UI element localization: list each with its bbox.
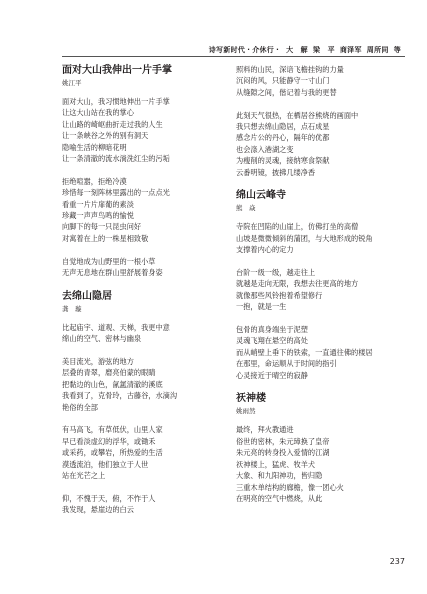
poem-line: 就越是走向无限，我想去往更高的地方: [236, 279, 359, 289]
poem-line: 珍藏一声声鸟鸣的愉悦: [62, 211, 134, 221]
poem-line: 从缝隙之间，偕记着与我的更替: [236, 87, 337, 97]
poem-line: 山坡是微微倾斜的蒲团，与大地形成的锐角: [236, 233, 373, 243]
poem-line: 层叠的青翠，磨亮伯蒙的眼睛: [62, 368, 156, 378]
poem-line: 隐喻生活的柳暗花明: [62, 142, 127, 152]
poem-line: 而从峭壁上垂下的铁索，一直通往佛的楼居: [236, 347, 373, 357]
poem-author: 姚雨然: [236, 407, 256, 416]
poem-line: 站在光芒之上: [62, 471, 106, 481]
poem-line: 艳俗的全部: [62, 402, 98, 412]
poem-line: 在那里，命运顺从于时间的指引: [236, 359, 337, 369]
poem-author: 姚江平: [62, 79, 82, 87]
poem-line: 三重木单结构的廊檐，像一团心火: [236, 482, 344, 492]
poem-line: 让一条峡谷之外的别有洞天: [62, 131, 149, 141]
poem-author: 熊 焱: [236, 204, 256, 213]
page-header: [209, 45, 401, 55]
poem-line: 朱元亮的转身投入爱情的江湖: [236, 448, 330, 458]
poem-body: [236, 221, 406, 381]
poem-line: 我看到了，克骨玲，古藤谷，水滴沟: [62, 391, 178, 401]
header-separator: ·: [247, 46, 251, 54]
column-name: 诗写新时代: [208, 46, 246, 54]
poem-line: 沉闷的风，只能静守一寸山门: [236, 76, 330, 86]
poem-title: 祆神楼: [236, 393, 266, 405]
poem-line: 台阶一级一级，越走往上: [236, 268, 316, 278]
poem-line: 珍惜每一刻阵林里露出的一点点光: [62, 188, 170, 198]
poem-line: 俗世的密林，朱元璋换了皇帝: [236, 436, 330, 446]
poem-line: 或采药，或攀岩，所热爱的生活: [62, 448, 163, 458]
poem-line: 感念片公的丹心，隔年的优都: [236, 133, 330, 143]
section-name: 介休行: [252, 46, 275, 54]
poem-line: 看重一片片扉葡的素淡: [62, 199, 134, 209]
poem-title: 绵山云峰寺: [236, 190, 286, 202]
poem-line: 包骨的真身端坐于泥塑: [236, 325, 308, 335]
poem-line: 我只想去绵山隐居，点石成星: [236, 122, 330, 132]
poem-line: 祆神楼上，猛虎、牧羊犬: [236, 459, 316, 469]
header-authors: 大 解 梁 平 商泽军 周所同 等: [286, 46, 401, 54]
poem-line: 我发现，悬崖边的白云: [62, 505, 134, 515]
poem-line: 灵魂飞翔在悬空的高处: [236, 336, 308, 346]
poem-line: 让山路的崎岖曲折走过我的人生: [62, 119, 163, 129]
poem-body: [62, 96, 234, 278]
poem-line: 无声无息地在群山里舒展着身姿: [62, 268, 163, 278]
poem-title: 面对大山我伸出一片手掌: [62, 65, 172, 76]
poem-line: 早已看淡虚幻的浮华，或锄禾: [62, 436, 156, 446]
poem-line: 寺院在凹陷的山崖上，仿佛打坐的高僧: [236, 222, 359, 232]
poem-line: 心灵接近于晴空的寂静: [236, 370, 308, 380]
poem-line: 自觉地成为山野里的一根小草: [62, 256, 156, 266]
poem-line: 也会涤入港湖之变: [236, 144, 294, 154]
poem-line: 此刻天气很热，在栖居谷熊烧的画面中: [236, 110, 359, 120]
poem-line: 让一条清澈的流水淌洗红尘的污垢: [62, 154, 170, 164]
poem-line: 向脚下的每一只昆虫问好: [62, 222, 142, 232]
header-separator: ·: [276, 46, 280, 54]
poem-line: 拒绝喧嚣，拒绝冷漠: [62, 176, 127, 186]
poem-line: 在明亮的空气中燃烧，从此: [236, 493, 323, 503]
poem-line: 就像那些风铃抱着希望修行: [236, 290, 323, 300]
right-column: [236, 64, 406, 504]
poem-line: 最终，拜火教通进: [236, 425, 294, 435]
poem-line: 照料的山民，深谙飞檐挂钩的力量: [236, 65, 344, 74]
poem-line: 为瘦削的灵魂，接纳寒食祭献: [236, 156, 330, 166]
poem-line: 把黏边的山色，氤氲清澈的溪底: [62, 379, 163, 389]
page-number: 237: [389, 557, 405, 566]
poem-line: 有马高飞，有草低伏，山里人家: [62, 425, 163, 435]
poem-line: 云番明镜，披拂几缕净香: [236, 167, 316, 177]
poem-author: 龚 璇: [62, 304, 82, 313]
poem-line: 仰，不愧于天，俯，不怍于人: [62, 493, 156, 503]
poem-line: 面对大山，我习惯地伸出一片手掌: [62, 97, 170, 106]
poem-line: 比起庙宇、道观、天梯，我更中意: [62, 322, 170, 332]
poem-line: 对寓着在上的一株星相致敬: [62, 233, 149, 243]
left-column: [62, 64, 234, 516]
header-rule: [62, 56, 405, 57]
poem-body-continued: [236, 64, 406, 178]
poem-line: 让这大山站在我的掌心: [62, 108, 134, 118]
poem-line: 一抱，就是一生: [236, 302, 287, 312]
poem-line: 漠透流泊，他们独立于人世: [62, 459, 149, 469]
poem-body: [236, 424, 406, 504]
poem-body: [62, 322, 234, 516]
poem-title: 去绵山隐居: [62, 290, 112, 302]
poem-line: 支撑着内心的定力: [236, 245, 294, 255]
poem-line: 美目流光，游弦的地方: [62, 357, 134, 367]
poem-line: 绵山的空气、密林与幽泉: [62, 334, 142, 344]
poem-line: 大象、和九阳神功，皆归隐: [236, 471, 323, 481]
